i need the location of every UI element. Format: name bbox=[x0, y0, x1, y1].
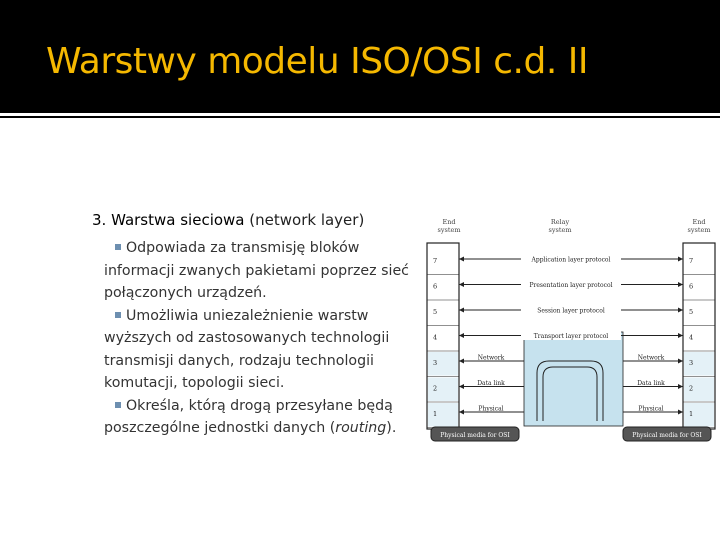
layer-number-left: 4 bbox=[433, 333, 438, 342]
right-end-system-stack bbox=[683, 243, 715, 429]
right-media-label: Physical media for OSI bbox=[632, 432, 702, 439]
relay-label-left: Network bbox=[477, 354, 505, 362]
left-media-label: Physical media for OSI bbox=[440, 432, 510, 439]
title-divider bbox=[0, 116, 720, 118]
protocol-label: Application layer protocol bbox=[531, 256, 611, 264]
protocol-label: Transport layer protocol bbox=[533, 332, 609, 340]
layer-number-right: 4 bbox=[689, 333, 694, 342]
layer-number-right: 1 bbox=[689, 410, 694, 418]
layer-number-left: 1 bbox=[433, 410, 438, 418]
bullet-marker-icon bbox=[115, 312, 121, 318]
layer-number-left: 2 bbox=[433, 384, 438, 393]
bullet-list bbox=[104, 237, 414, 440]
layer-number-left: 6 bbox=[433, 282, 438, 291]
protocol-arrow-left-icon bbox=[459, 257, 464, 262]
bullet-text: Określa, którą drogą przesyłane będą poszczególne jednostki danych ( bbox=[104, 397, 393, 436]
bullet-text-end: ). bbox=[386, 420, 397, 436]
relay-arrow-left-icon bbox=[459, 410, 464, 415]
bullet-text: Odpowiada za transmisję bloków informacji zwanych pakietami poprzez sieć połączonych urządzeń. bbox=[104, 240, 409, 301]
relay-arrow-left-icon bbox=[459, 359, 464, 364]
section-heading bbox=[92, 211, 364, 229]
layer-number-left: 7 bbox=[433, 257, 438, 265]
layer-number-right: 7 bbox=[689, 257, 694, 265]
protocol-arrow-right-icon bbox=[678, 333, 683, 338]
bullet-item bbox=[104, 305, 414, 395]
page-title: Warstwy modelu ISO/OSI c.d. II bbox=[46, 41, 588, 82]
layer-number-right: 3 bbox=[689, 359, 694, 367]
relay-label-right: Data link bbox=[637, 380, 665, 387]
relay-label-left: Physical bbox=[478, 405, 504, 413]
protocol-arrow-left-icon bbox=[459, 308, 464, 313]
relay-label-left: Data link bbox=[477, 380, 505, 387]
relay-arrow-right-icon bbox=[678, 359, 683, 364]
left-header-line2: system bbox=[437, 226, 461, 234]
protocol-arrow-right-icon bbox=[678, 257, 683, 262]
layer-number-left: 5 bbox=[433, 308, 438, 316]
relay-label-right: Network bbox=[637, 354, 665, 362]
bullet-text: Umożliwia uniezależnienie warstw wyższych od zastosowanych technologii transmisji danych, rodzaju technologii komutacji, topologii sieci. bbox=[104, 307, 390, 391]
protocol-arrow-right-icon bbox=[678, 308, 683, 313]
right-header-line1: End bbox=[692, 218, 706, 226]
protocol-arrow-left-icon bbox=[459, 333, 464, 338]
protocol-arrow-right-icon bbox=[678, 282, 683, 287]
middle-header-line1: Relay bbox=[550, 218, 570, 226]
heading-sub: (network layer) bbox=[249, 211, 365, 229]
relay-arrow-right-icon bbox=[678, 384, 683, 389]
protocol-label: Session layer protocol bbox=[537, 307, 605, 315]
relay-label-right: Physical bbox=[638, 405, 664, 413]
relay-arrow-left-icon bbox=[459, 384, 464, 389]
relay-system-box bbox=[524, 332, 623, 426]
right-header-line2: system bbox=[687, 226, 711, 234]
left-end-system-stack bbox=[427, 243, 459, 429]
bullet-marker-icon bbox=[115, 244, 121, 250]
layer-number-right: 6 bbox=[689, 282, 694, 291]
layer-number-right: 2 bbox=[689, 384, 694, 393]
bullet-item bbox=[104, 395, 414, 440]
relay-arrow-right-icon bbox=[678, 410, 683, 415]
middle-header-line2: system bbox=[548, 226, 572, 234]
layer-number-left: 3 bbox=[433, 359, 438, 367]
title-bar bbox=[0, 0, 720, 113]
bullet-italic-term: routing bbox=[335, 420, 387, 436]
left-header-line1: End bbox=[442, 218, 456, 226]
heading-main: 3. Warstwa sieciowa bbox=[92, 211, 245, 229]
protocol-label: Presentation layer protocol bbox=[529, 281, 613, 289]
layer-number-right: 5 bbox=[689, 308, 694, 316]
osi-relay-diagram bbox=[425, 215, 719, 445]
bullet-item bbox=[104, 237, 414, 305]
protocol-arrow-left-icon bbox=[459, 282, 464, 287]
bullet-marker-icon bbox=[115, 402, 121, 408]
